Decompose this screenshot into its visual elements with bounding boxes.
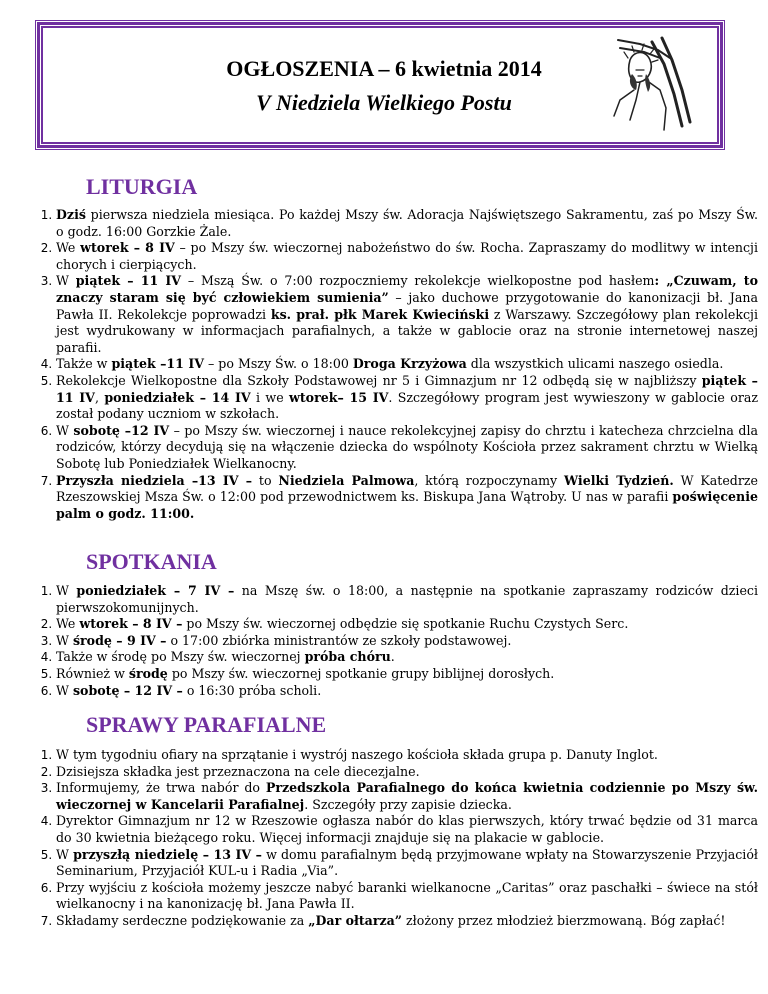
bold-text: Niedziela Palmowa (278, 472, 415, 488)
text: o 16:30 próba scholi. (182, 682, 322, 698)
bold-text: poświęcenie palm o godz. 11:00. (56, 489, 758, 521)
list-item (56, 813, 758, 846)
text: W (56, 632, 73, 648)
list-item (56, 373, 758, 423)
section-title-liturgia: LITURGIA (86, 174, 198, 199)
list-item (56, 616, 758, 633)
list-item (56, 423, 758, 473)
list-item (56, 764, 758, 781)
list-item (56, 633, 758, 650)
text: W (56, 846, 74, 862)
text: Także w środę po Mszy św. wieczornej (56, 649, 305, 665)
text: po Mszy św. wieczornej spotkanie grupy biblijnej dorosłych. (167, 665, 555, 681)
text: na Mszę św. o 18:00, a następnie na spotkanie zapraszamy rodziców dzieci pierwszokomunijnych. (56, 583, 758, 615)
list-item (56, 273, 758, 356)
bold-text: próba chóru (304, 649, 391, 665)
text: , (94, 389, 105, 405)
bold-text: piątek –11 IV (111, 356, 204, 372)
list-item (56, 847, 758, 880)
list-item (56, 240, 758, 273)
text: We (56, 616, 80, 632)
list-item (56, 649, 758, 666)
page-title: OGŁOSZENIA – 6 kwietnia 2014 (226, 56, 542, 81)
bold-text: przyszłą niedzielę – 13 IV – (73, 846, 262, 862)
list-item (56, 913, 758, 930)
bold-text: Droga Krzyżowa (352, 356, 467, 372)
bold-text: poniedziałek – 7 IV – (76, 583, 235, 598)
section-title-spotkania: SPOTKANIA (86, 549, 217, 574)
liturgia-list (34, 207, 758, 522)
text: – po Mszy św. wieczornej nabożeństwo do św. Rocha. Zapraszamy do modlitwy w intencji chorych i cierpiących. (56, 240, 758, 272)
text: dla wszystkich ulicami naszego osiedla. (466, 356, 724, 372)
bold-text: ks. prał. płk Marek Kwieciński (270, 306, 490, 322)
text: po Mszy św. wieczornej odbędzie się spotkanie Ruchu Czystych Serc. (182, 616, 629, 632)
bold-text: Dziś (56, 207, 86, 222)
text: Składamy serdeczne podziękowanie za (56, 912, 309, 928)
bold-text: wtorek – 8 IV (80, 240, 175, 256)
bold-text: „Dar ołtarza” (308, 912, 403, 928)
text: – Mszą Św. o 7:00 rozpoczniemy rekolekcje wielkopostne pod hasłem (181, 273, 655, 289)
text: Przy wyjściu z kościoła możemy jeszcze nabyć baranki wielkanocne „Caritas” oraz paschałki – świece na stół wielkanocny i na kanonizację bł. Jana Pawła II. (56, 879, 758, 912)
bold-text: Przedszkola Parafialnego do końca kwietnia codziennie po Mszy św. wieczornej w Kancelarii Parafialnej (56, 780, 759, 812)
text: W tym tygodniu ofiary na sprzątanie i wystrój naszego kościoła składa grupa p. Danuty Inglot. (56, 747, 658, 762)
text: z Warszawy. Szczegółowy plan rekolekcji jest wydrukowany w informacjach parafialnych, a także w gablocie oraz na stronie internetowej naszej parafii. (56, 306, 758, 355)
text: Również w (56, 665, 129, 681)
list-item (56, 880, 758, 913)
text: . (390, 649, 395, 665)
text: Rekolekcje Wielkopostne dla Szkoły Podstawowej nr 5 i Gimnazjum nr 12 odbędą się w najbliższy (56, 372, 702, 388)
bold-text: sobotę –12 IV (73, 422, 170, 438)
bold-text: poniedziałek – 14 IV (104, 389, 251, 405)
text: i we (250, 389, 290, 405)
text: – jako duchowe przygotowanie do kanonizacji bł. Jana Pawła II. Rekolekcje poprowadzi (56, 289, 758, 322)
text: Informujemy, że trwa nabór do (56, 780, 266, 796)
text: Dyrektor Gimnazjum nr 12 w Rzeszowie ogłasza nabór do klas pierwszych, który trwać będzie od 31 marca do 30 kwietnia bieżącego roku. Więcej informacji znajduje się na plakacie w gablocie. (56, 813, 758, 845)
list-item (56, 666, 758, 683)
list-item (56, 207, 758, 240)
list-item (56, 356, 758, 373)
bold-text: piątek – 11 IV (56, 372, 758, 405)
text: pierwsza niedziela miesiąca. Po każdej Mszy św. Adoracja Najświętszego Sakramentu, zaś po Mszy Św. o godz. 16:00 Gorzkie Żale. (56, 207, 758, 239)
page-subtitle: V Niedziela Wielkiego Postu (256, 90, 512, 115)
text: to (252, 472, 279, 488)
text: W (56, 422, 74, 438)
bold-text: Przyszła niedziela –13 IV – (56, 472, 253, 488)
christ-carrying-cross-icon (600, 30, 710, 138)
bold-text: środę – 9 IV – (72, 632, 167, 648)
text: złożony przez młodzież bierzmowaną. Bóg zapłać! (402, 912, 726, 928)
text: . Szczegółowy program jest wywieszony w gablocie oraz został podany uczniom w szkołach. (56, 389, 758, 422)
text: – po Mszy św. wieczornej i nauce rekolekcyjnej zapisy do chrztu i katecheza chrzcielna dla rodziców, którzy decydują się na włączenie dziecka do wspólnoty Kościoła przez sakrament chrztu w Wielką Sobotę lub Poniedziałek Wielkanocny. (56, 422, 758, 471)
text: . Szczegóły przy zapisie dziecka. (304, 796, 512, 812)
text: o 17:00 zbiórka ministrantów ze szkoły podstawowej. (166, 632, 512, 648)
spotkania-list (34, 583, 758, 699)
text: W (56, 273, 76, 289)
text: W (56, 583, 77, 598)
bold-text: wtorek– 15 IV (289, 389, 389, 405)
text: Także w (56, 356, 112, 372)
bold-text: : „Czuwam, to znaczy staram się być człowiekiem sumienia” (56, 273, 758, 305)
text: w domu parafialnym będą przyjmowane wpłaty na Stowarzyszenie Przyjaciół Seminarium, Przyjaciół KUL-u i Radia „Via”. (56, 846, 758, 879)
bold-text: środę (128, 665, 168, 681)
text: W (56, 682, 73, 698)
bold-text: sobotę – 12 IV – (72, 682, 183, 698)
list-item (56, 583, 758, 616)
text: We (56, 240, 81, 256)
text: Dzisiejsza składka jest przeznaczona na cele diecezjalne. (56, 763, 420, 779)
list-item (56, 780, 758, 813)
text: W Katedrze Rzeszowskiej Msza Św. o 12:00 pod przewodnictwem ks. Biskupa Jana Wątroby. U nas w parafii (56, 472, 758, 505)
list-item (56, 473, 758, 523)
text: – po Mszy Św. o 18:00 (204, 356, 353, 372)
bold-text: Wielki Tydzień. (563, 472, 674, 488)
section-title-sprawy: SPRAWY PARAFIALNE (86, 712, 327, 737)
list-item (56, 683, 758, 700)
sprawy-list (34, 747, 758, 930)
text: , którą rozpoczynamy (414, 472, 564, 488)
list-item (56, 747, 758, 764)
bold-text: piątek – 11 IV (75, 273, 182, 289)
bold-text: wtorek – 8 IV – (79, 616, 183, 632)
